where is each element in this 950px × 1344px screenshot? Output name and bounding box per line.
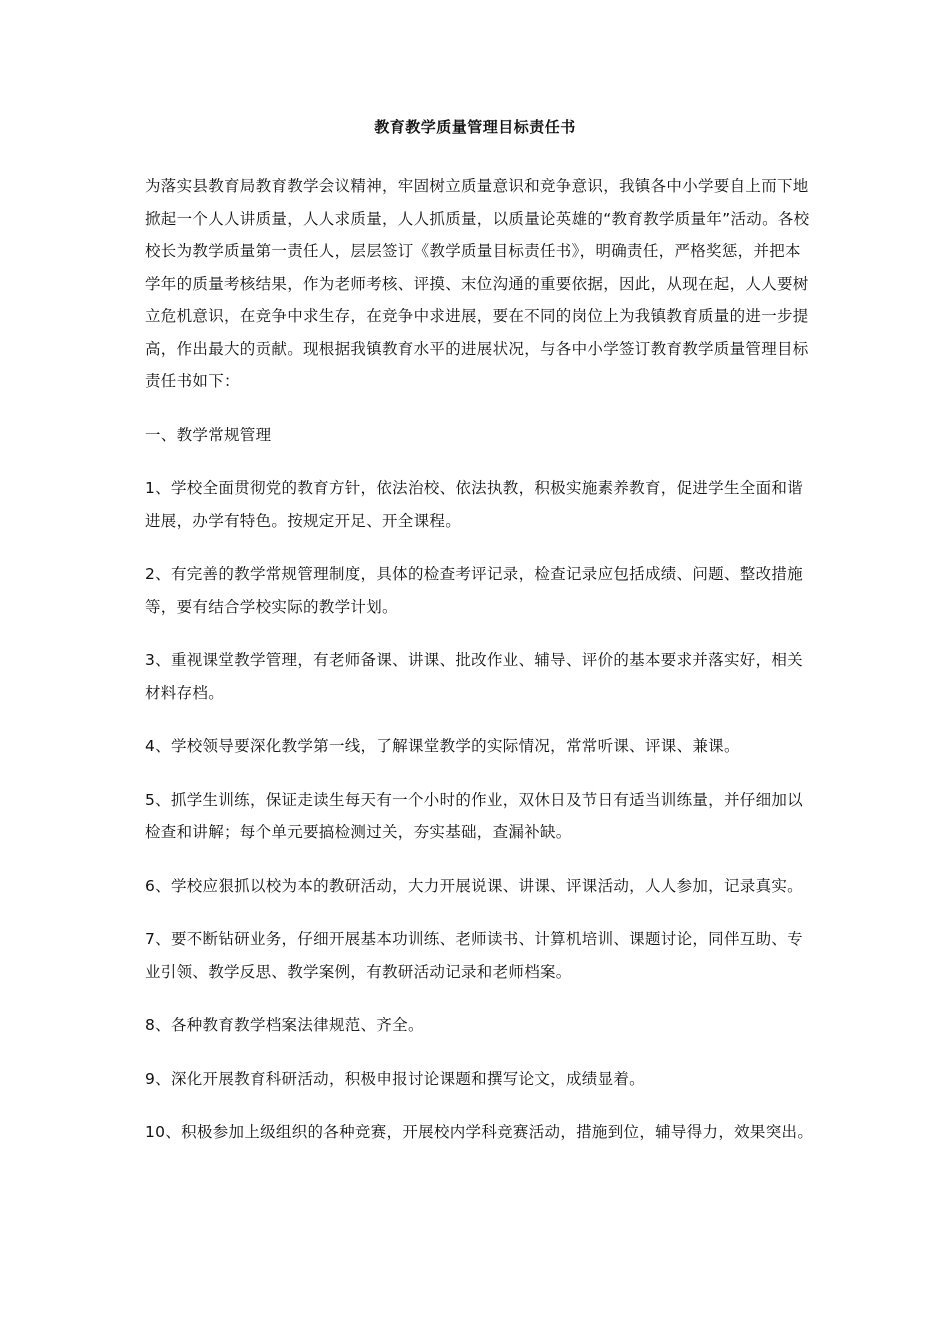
document-title: 教育教学质量管理目标责任书	[374, 118, 576, 136]
section-heading: 一、教学常规管理	[145, 425, 272, 444]
list-item: 9、深化开展教育科研活动，积极申报讨论课题和撰写论文，成绩显着。	[145, 1069, 645, 1088]
list-item: 8、各种教育教学档案法律规范、齐全。	[145, 1016, 424, 1034]
list-item: 4、学校领导要深化教学第一线，了解课堂教学的实际情况，常常听课、评课、兼课。	[145, 737, 740, 755]
list-item: 2、有完善的教学常规管理制度，具体的检查考评记录，检查记录应包括成绩、问题、整改措施等，要有结合学校实际的教学计划。	[145, 565, 803, 616]
list-item: 7、要不断钻研业务，仔细开展基本功训练、老师读书、计算机培训、课题讨论，同伴互助、专业引领、教学反思、教学案例，有教研活动记录和老师档案。	[145, 930, 803, 981]
list-item: 6、学校应狠抓以校为本的教研活动，大力开展说课、讲课、评课活动，人人参加，记录真实。	[145, 876, 803, 895]
intro-paragraph: 为落实县教育局教育教学会议精神，牢固树立质量意识和竞争意识，我镇各中小学要自上而下地掀起一个人人讲质量，人人求质量，人人抓质量，以质量论英雄的“教育教学质量年”活动。各校校长为教学质量第一责任人，层层签订《教学质量目标责任书》，明确责任，严格奖惩，并把本学年的质量考核结果，作为老师考核、评摸、末位沟通的重要依据，因此，从现在起，人人要树立危机意识，在竞争中求生存，在竞争中求进展，要在不同的岗位上为我镇教育质量的进一步提高，作出最大的贡献。现根据我镇教育水平的进展状况，与各中小学签订教育教学质量管理目标责任书如下：	[145, 177, 810, 390]
list-item: 3、重视课堂教学管理，有老师备课、讲课、批改作业、辅导、评价的基本要求并落实好，相关材料存档。	[145, 651, 803, 702]
list-item: 1、学校全面贯彻党的教育方针，依法治校、依法执教，积极实施素养教育，促进学生全面和谐进展，办学有特色。按规定开足、开全课程。	[145, 479, 803, 530]
document-body	[145, 170, 815, 1149]
list-item: 10、积极参加上级组织的各种竞赛，开展校内学科竞赛活动，措施到位，辅导得力，效果突出。	[145, 1123, 814, 1141]
list-item: 5、抓学生训练，保证走读生每天有一个小时的作业，双休日及节日有适当训练量，并仔细加以检查和讲解；每个单元要搞检测过关，夯实基础，查漏补缺。	[145, 790, 803, 841]
